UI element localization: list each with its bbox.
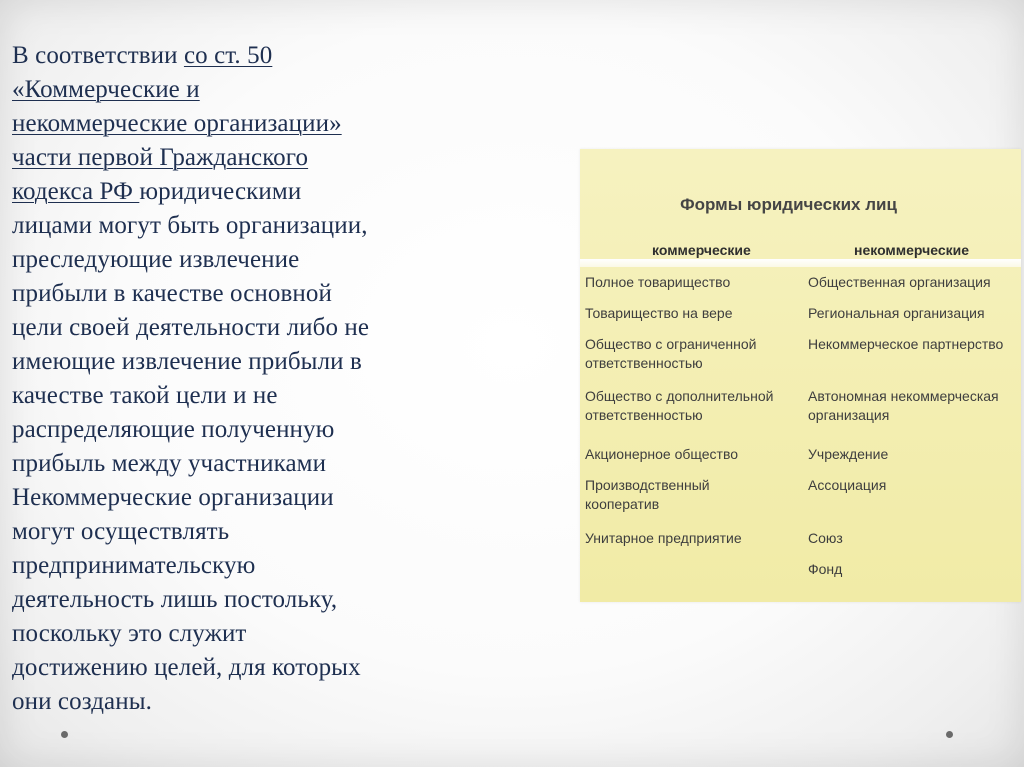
table-cell-noncommercial: Автономная некоммерческая организация	[808, 388, 999, 423]
body-text-segment: Некоммерческие организации	[12, 484, 334, 511]
body-text-segment: цели своей деятельности либо не	[12, 314, 370, 341]
body-text-line	[12, 481, 482, 515]
table-cell-commercial: Товарищество на вере	[585, 305, 733, 321]
body-text-line	[12, 583, 482, 617]
table-cell-noncommercial: Союз	[808, 530, 843, 546]
law-reference-link[interactable]: «Коммерческие и	[12, 76, 200, 103]
body-paragraph	[12, 39, 482, 719]
law-reference-link[interactable]: со ст. 50	[183, 42, 273, 69]
table-cell-noncommercial: Некоммерческое партнерство	[808, 336, 1004, 352]
table-cell-commercial: Производственный кооператив	[585, 477, 710, 512]
body-text-line	[12, 685, 482, 719]
table-cell-noncommercial: Региональная организация	[808, 305, 985, 321]
body-text-segment: юридическими	[139, 178, 302, 205]
body-text-segment: они созданы.	[12, 688, 152, 715]
table-cell-noncommercial: Общественная организация	[808, 274, 991, 290]
law-reference-link[interactable]: части первой Гражданского	[12, 144, 309, 171]
body-text-segment: имеющие извлечение прибыли в	[12, 348, 362, 375]
table-cell-noncommercial: Учреждение	[808, 446, 889, 462]
table-cell-commercial: Общество с ограниченной ответственностью	[585, 336, 757, 371]
slide-corner-dot-left	[61, 731, 68, 738]
legal-forms-table	[580, 149, 1021, 602]
body-text-segment: деятельность лишь постольку,	[12, 586, 338, 613]
table-cell-noncommercial: Ассоциация	[808, 477, 887, 493]
body-text-line	[12, 311, 482, 345]
header-divider	[580, 259, 1021, 267]
body-text-line	[12, 107, 482, 141]
body-text-line	[12, 243, 482, 277]
body-text-segment: преследующие извлечение	[12, 246, 300, 273]
table-cell-commercial: Акционерное общество	[585, 446, 739, 462]
body-text-segment: достижению целей, для которых	[12, 654, 361, 681]
body-text-segment: распределяющие полученную	[12, 416, 335, 443]
body-text-line	[12, 277, 482, 311]
body-text-line	[12, 413, 482, 447]
body-text-line	[12, 515, 482, 549]
body-text-segment: лицами могут быть организации,	[12, 212, 368, 239]
body-text-line	[12, 617, 482, 651]
body-text-line	[12, 175, 482, 209]
table-cell-noncommercial: Фонд	[808, 561, 843, 577]
body-text-line	[12, 73, 482, 107]
table-cell-commercial: Унитарное предприятие	[585, 530, 742, 546]
table-title: Формы юридических лиц	[680, 195, 897, 214]
body-text-line	[12, 549, 482, 583]
body-text-segment: качестве такой цели и не	[12, 382, 278, 409]
body-text-segment: могут осуществлять	[12, 518, 230, 545]
table-cell-commercial: Полное товарищество	[585, 274, 731, 290]
body-text-line	[12, 345, 482, 379]
body-text-segment: прибыли в качестве основной	[12, 280, 332, 307]
column-header-noncommercial: некоммерческие	[854, 242, 970, 258]
body-text-segment: В соответствии	[12, 42, 184, 69]
law-reference-link[interactable]: кодекса РФ	[12, 178, 140, 205]
body-text-line	[12, 39, 482, 73]
body-text-segment: предпринимательскую	[12, 552, 256, 579]
body-text-segment: поскольку это служит	[12, 620, 247, 647]
body-text-line	[12, 651, 482, 685]
column-header-commercial: коммерческие	[652, 242, 751, 258]
body-text-segment: прибыль между участниками	[12, 450, 327, 477]
body-text-line	[12, 379, 482, 413]
table-cell-commercial: Общество с дополнительной ответственностью	[585, 388, 774, 423]
body-text-line	[12, 141, 482, 175]
body-text-line	[12, 447, 482, 481]
law-reference-link[interactable]: некоммерческие организации»	[12, 110, 342, 137]
slide-corner-dot-right	[946, 731, 953, 738]
body-text-line	[12, 209, 482, 243]
